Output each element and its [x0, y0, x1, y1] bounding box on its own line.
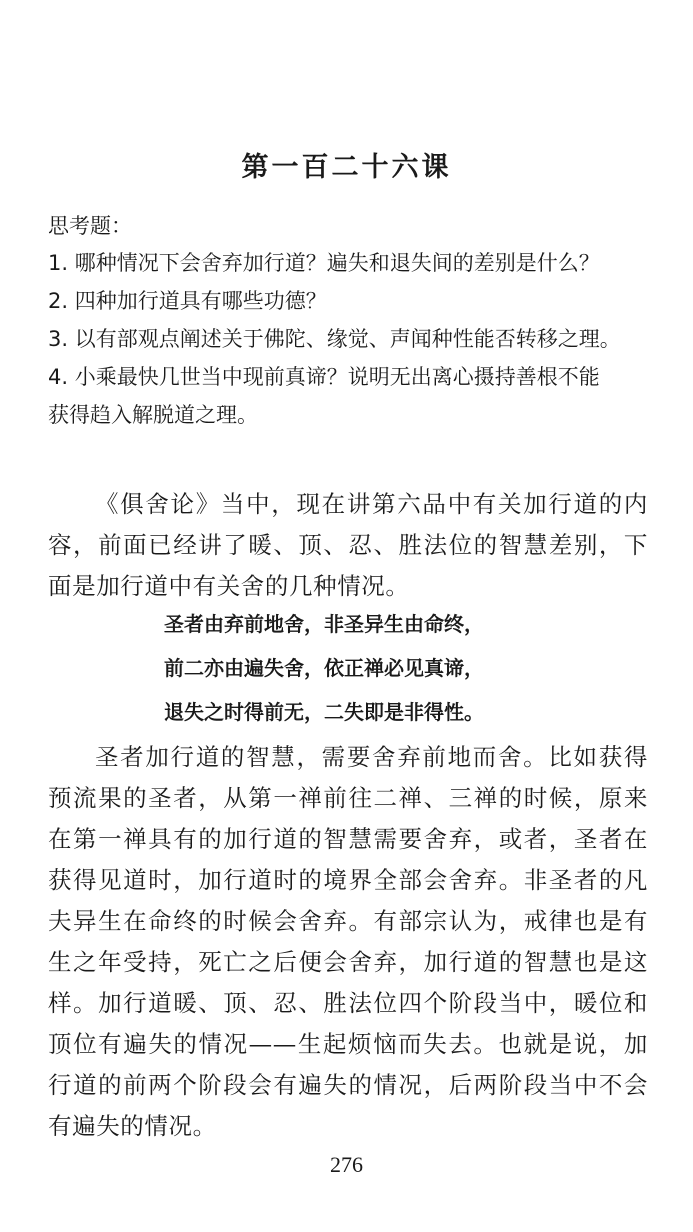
verse-line: 圣者由弃前地舍，非圣异生由命终，	[164, 612, 484, 636]
question-item: 1. 哪种情况下会舍弃加行道？遍失和退失间的差别是什么？	[48, 251, 600, 275]
question-item-continued: 获得趋入解脱道之理。	[48, 403, 258, 427]
questions-section	[48, 208, 648, 434]
verse-line: 退失之时得前无，二失即是非得性。	[164, 700, 484, 724]
question-item: 2. 四种加行道具有哪些功德？	[48, 289, 327, 313]
page-number: 276	[330, 1152, 363, 1177]
intro-paragraph: 《俱舍论》当中，现在讲第六品中有关加行道的内容，前面已经讲了暖、顶、忍、胜法位的智慧差别，下面是加行道中有关舍的几种情况。	[48, 490, 648, 600]
lesson-title: 第一百二十六课	[241, 152, 452, 183]
questions-heading: 思考题：	[48, 214, 132, 238]
question-item: 3. 以有部观点阐述关于佛陀、缘觉、声闻种性能否转移之理。	[48, 327, 621, 351]
verse-block	[164, 602, 584, 734]
verse-line: 前二亦由遍失舍，依正禅必见真谛，	[164, 656, 484, 680]
question-item: 4. 小乘最快几世当中现前真谛？说明无出离心摄持善根不能	[48, 365, 600, 389]
commentary-paragraph: 圣者加行道的智慧，需要舍弃前地而舍。比如获得预流果的圣者，从第一禅前往二禅、三禅的时候，原来在第一禅具有的加行道的智慧需要舍弃，或者，圣者在获得见道时，加行道时的境界全部会舍弃。非圣者的凡夫异生在命终的时候会舍弃。有部宗认为，戒律也是有生之年受持，死亡之后便会舍弃，加行道的智慧也是这样。加行道暖、顶、忍、胜法位四个阶段当中，暖位和顶位有遍失的情况——生起烦恼而失去。也就是说，加行道的前两个阶段会有遍失的情况，后两阶段当中不会有遍失的情况。	[48, 743, 648, 1140]
